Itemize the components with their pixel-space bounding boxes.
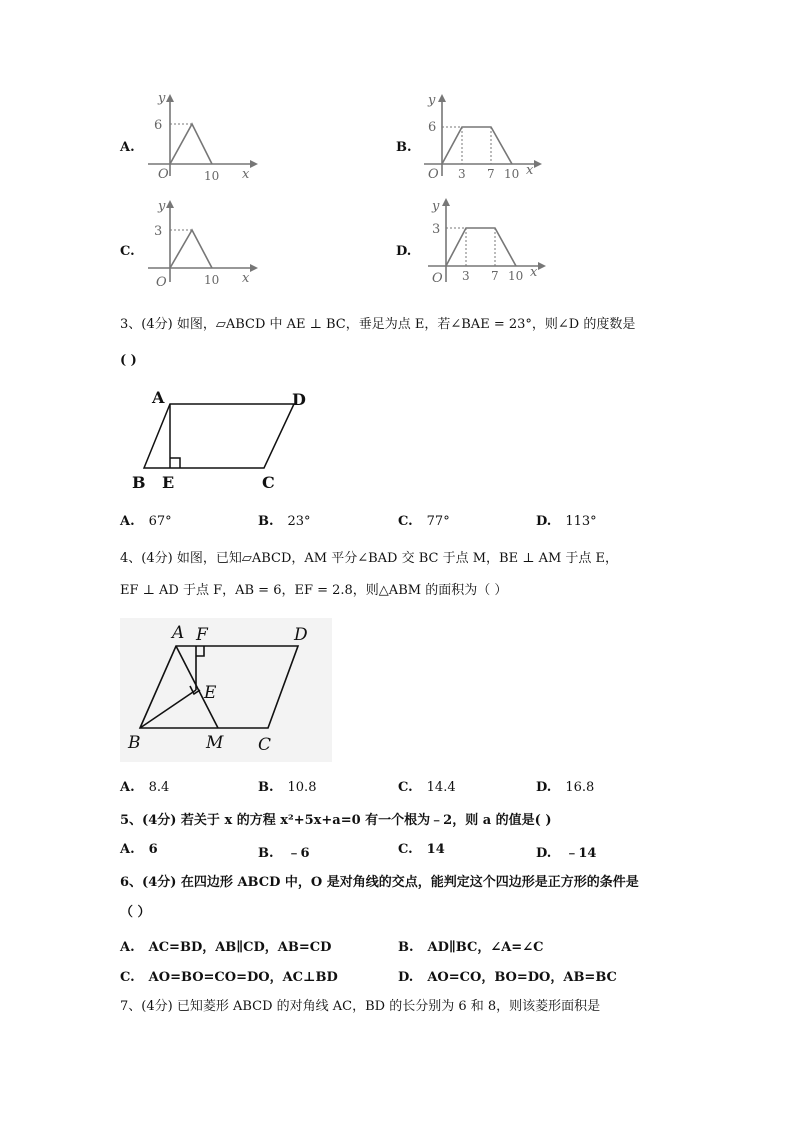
y-axis-label: y bbox=[432, 199, 440, 214]
origin-label: O bbox=[158, 167, 169, 182]
origin-label: O bbox=[156, 275, 167, 290]
graph-option-c bbox=[140, 198, 260, 290]
q6-option-b[interactable]: B. AD∥BC，∠A=∠C bbox=[398, 940, 544, 955]
q6-stem: 6、(4分) 在四边形 ABCD 中，O 是对角线的交点，能判定这个四边形是正方形的条件是 bbox=[120, 875, 639, 890]
q6-option-a[interactable]: A. AC=BD，AB∥CD，AB=CD bbox=[120, 940, 332, 955]
q4-option-b[interactable]: B. 10.8 bbox=[258, 780, 317, 795]
x-tick: 3 bbox=[462, 269, 470, 283]
origin-label: O bbox=[432, 271, 443, 286]
q3-option-b[interactable]: B. 23° bbox=[258, 514, 311, 529]
graph-option-a bbox=[140, 92, 260, 182]
graph-option-b bbox=[416, 92, 546, 182]
vertex-f: F bbox=[196, 625, 208, 645]
q4-option-c[interactable]: C. 14.4 bbox=[398, 780, 456, 795]
q3-option-c[interactable]: C. 77° bbox=[398, 514, 450, 529]
q4-parallelogram-figure bbox=[120, 618, 332, 762]
y-axis-label: y bbox=[158, 92, 166, 106]
x-axis-label: x bbox=[242, 167, 250, 182]
q4-option-d[interactable]: D. 16.8 bbox=[536, 780, 595, 795]
x-tick: 7 bbox=[491, 269, 499, 283]
x-tick: 10 bbox=[204, 169, 220, 182]
y-tick: 6 bbox=[154, 118, 163, 133]
x-tick: 3 bbox=[458, 167, 466, 181]
x-axis-label: x bbox=[530, 265, 538, 280]
q5-option-b[interactable]: B. ﹣6 bbox=[258, 846, 310, 861]
q3-answer-blank: ( ) bbox=[120, 353, 137, 368]
x-axis-label: x bbox=[526, 163, 534, 178]
q4-option-a[interactable]: A. 8.4 bbox=[120, 780, 170, 795]
q3-parallelogram-figure bbox=[126, 384, 326, 496]
q4-stem-line2: EF ⊥ AD 于点 F，AB = 6，EF = 2.8，则△ABM 的面积为（ ） bbox=[120, 583, 508, 598]
vertex-d: D bbox=[294, 625, 308, 645]
vertex-c: C bbox=[258, 735, 272, 755]
q4-stem-line1: 4、(4分) 如图，已知▱ABCD，AM 平分∠BAD 交 BC 于点 M，BE ⊥ AM 于点 E， bbox=[120, 551, 619, 566]
y-axis-label: y bbox=[158, 199, 166, 214]
vertex-b: B bbox=[132, 473, 146, 492]
x-tick: 7 bbox=[487, 167, 495, 181]
q5-option-a[interactable]: A. 6 bbox=[120, 842, 158, 857]
vertex-b: B bbox=[128, 733, 141, 753]
vertex-e: E bbox=[204, 683, 217, 703]
option-b-label: B. bbox=[396, 140, 412, 155]
q6-option-c[interactable]: C. AO=BO=CO=DO，AC⊥BD bbox=[120, 970, 338, 985]
q6-option-d[interactable]: D. AO=CO，BO=DO，AB=BC bbox=[398, 970, 617, 985]
q6-answer-blank: （ ） bbox=[120, 905, 151, 920]
y-tick: 3 bbox=[154, 224, 163, 239]
option-d-label: D. bbox=[396, 244, 412, 259]
y-tick: 3 bbox=[432, 222, 441, 237]
option-a-label: A. bbox=[120, 140, 135, 155]
vertex-a: A bbox=[152, 388, 165, 407]
vertex-d: D bbox=[292, 390, 306, 409]
x-tick: 10 bbox=[508, 269, 524, 283]
origin-label: O bbox=[428, 167, 439, 182]
vertex-m: M bbox=[206, 733, 224, 753]
vertex-c: C bbox=[262, 473, 275, 492]
q3-stem: 3、(4分) 如图，▱ABCD 中 AE ⊥ BC，垂足为点 E，若∠BAE = 23°，则∠D 的度数是 bbox=[120, 317, 636, 332]
q5-option-c[interactable]: C. 14 bbox=[398, 842, 445, 857]
q3-option-a[interactable]: A. 67° bbox=[120, 514, 172, 529]
vertex-a: A bbox=[172, 623, 185, 643]
q7-stem: 7、(4分) 已知菱形 ABCD 的对角线 AC，BD 的长分别为 6 和 8，则该菱形面积是 bbox=[120, 999, 601, 1014]
y-tick: 6 bbox=[428, 120, 437, 135]
option-c-label: C. bbox=[120, 244, 135, 259]
graph-option-d bbox=[420, 196, 550, 290]
q5-option-d[interactable]: D. ﹣14 bbox=[536, 846, 597, 861]
x-tick: 10 bbox=[504, 167, 520, 181]
q5-stem: 5、(4分) 若关于 x 的方程 x²+5x+a=0 有一个根为﹣2，则 a 的值是( ) bbox=[120, 813, 552, 828]
x-axis-label: x bbox=[242, 271, 250, 286]
vertex-e: E bbox=[162, 473, 175, 492]
y-axis-label: y bbox=[428, 93, 436, 108]
q3-option-d[interactable]: D. 113° bbox=[536, 514, 597, 529]
x-tick: 10 bbox=[204, 273, 220, 287]
